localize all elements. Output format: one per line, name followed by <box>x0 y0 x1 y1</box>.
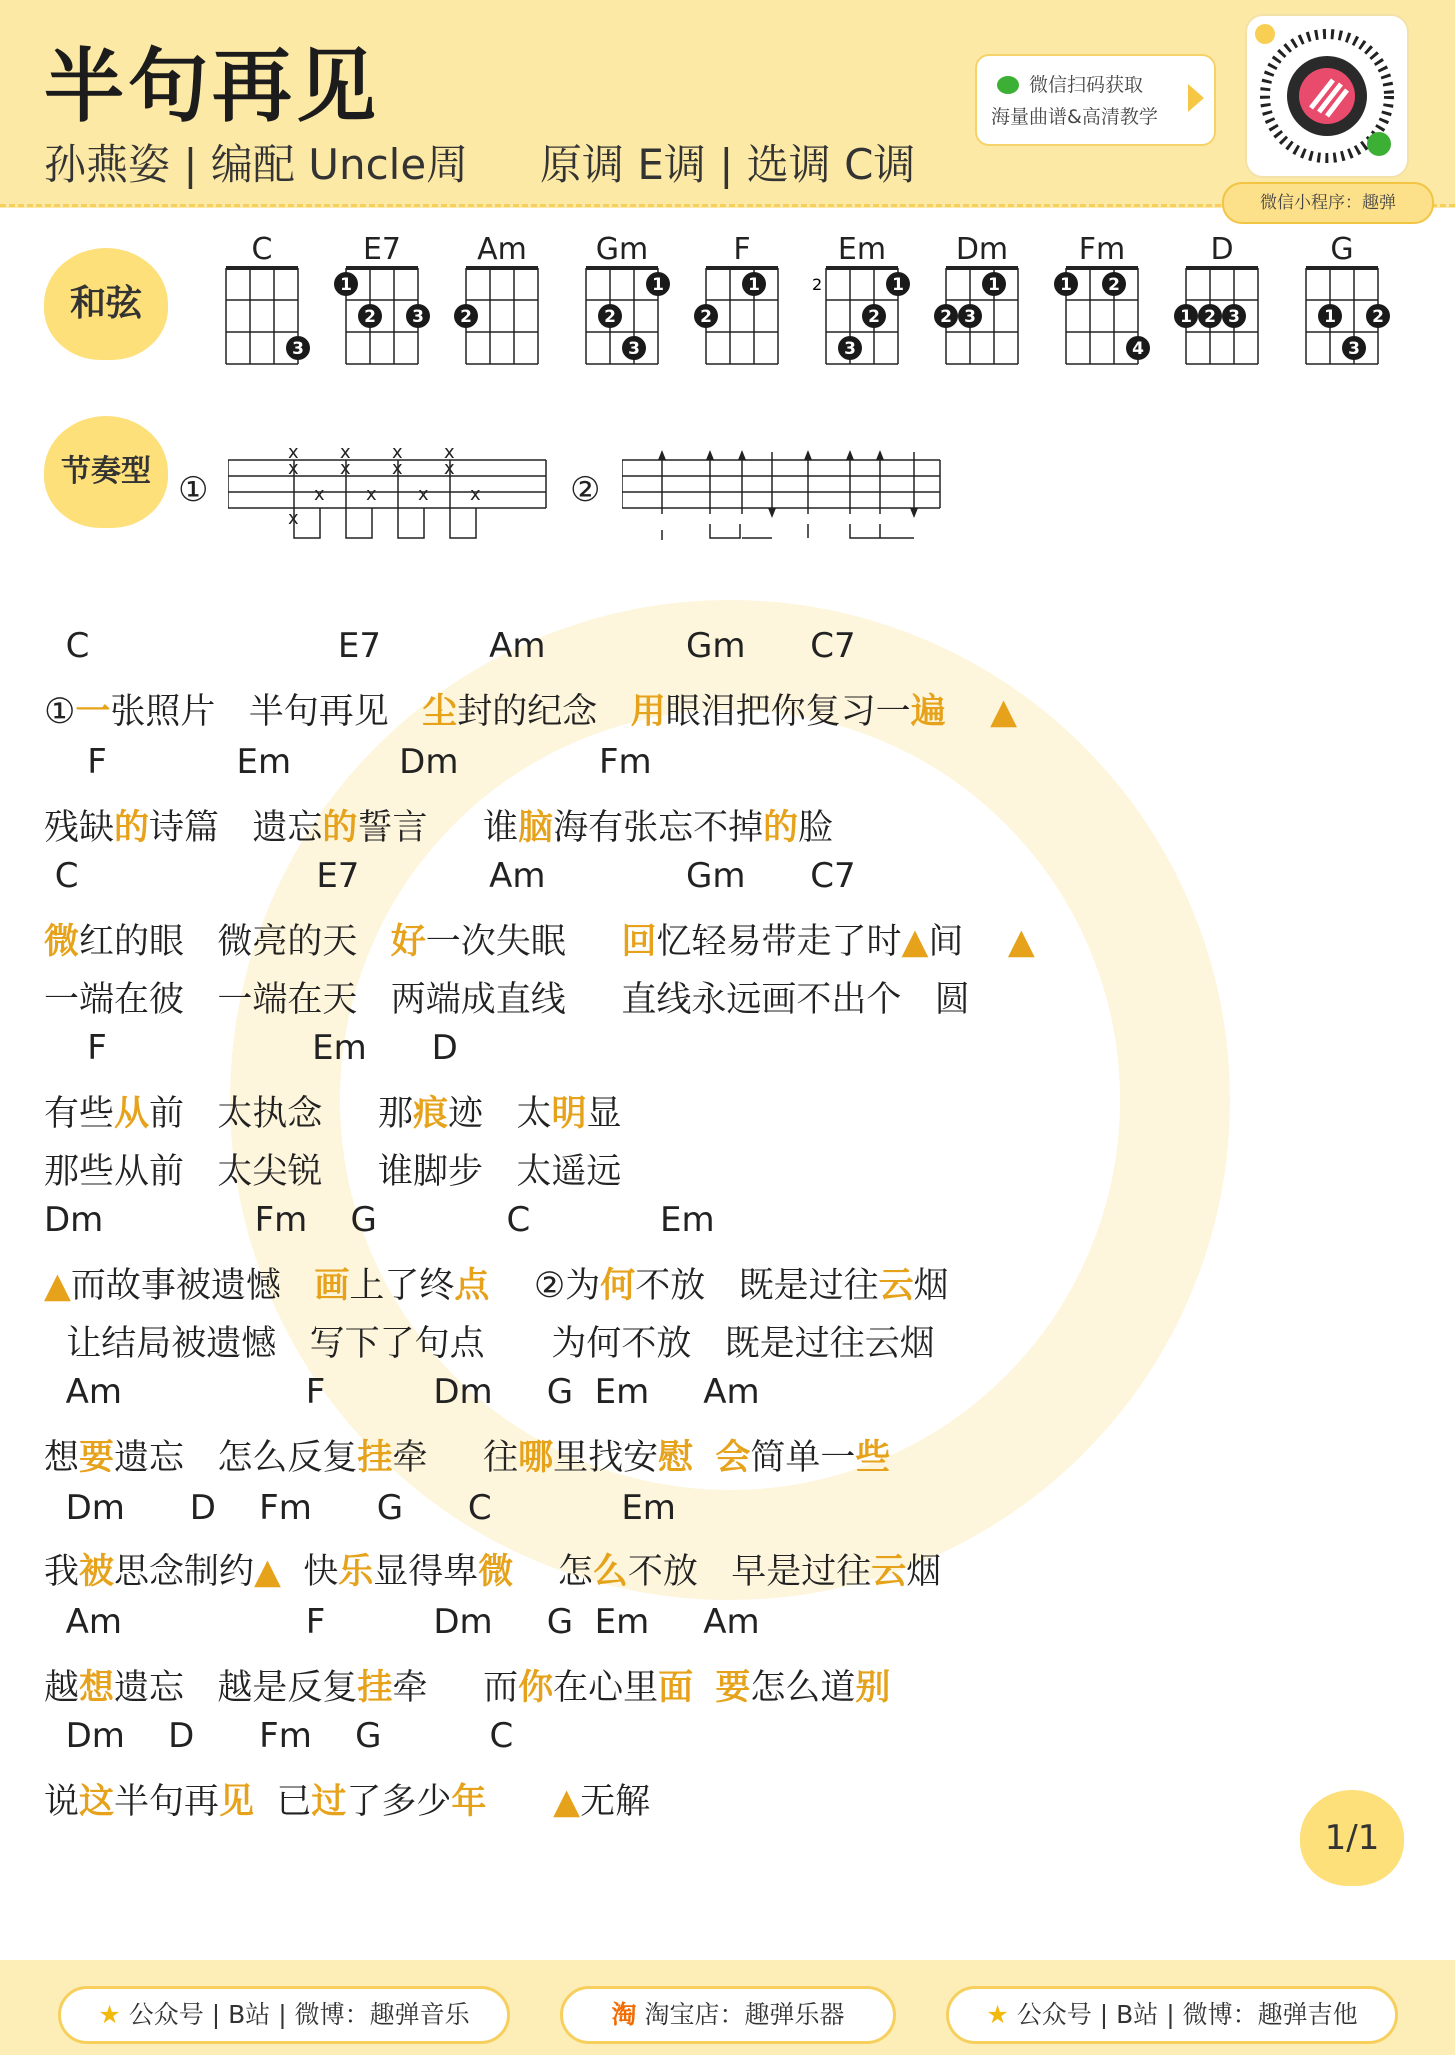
footer-middle-pill[interactable] <box>560 1986 896 2044</box>
finger-dot <box>622 336 646 360</box>
lyric-text: ① <box>44 692 76 732</box>
lyric-text: 脸 <box>798 808 834 848</box>
svg-text:3: 3 <box>628 339 640 359</box>
svg-text:1: 1 <box>1180 307 1192 327</box>
finger-dot <box>334 272 358 296</box>
stress-syllable: 乐 <box>338 1552 374 1592</box>
lyric-text: 上了终 <box>349 1266 455 1306</box>
stress-syllable: 过 <box>311 1782 347 1822</box>
chord-name-d: D <box>1210 232 1234 267</box>
triangle-marker-icon: ▲ <box>901 922 929 962</box>
lyric-text: 间 <box>928 922 1008 962</box>
finger-dot <box>838 336 862 360</box>
finger-dot <box>1054 272 1078 296</box>
chord-diagram-d <box>1166 264 1278 384</box>
stress-syllable: 回 <box>621 922 657 962</box>
lyric-text: 那些从前 太尖锐 谁脚步 太遥远 <box>44 1152 622 1192</box>
lyric-text: 显 <box>586 1094 622 1134</box>
promo-line2: 海量曲谱&高清教学 <box>991 106 1158 128</box>
rhythm-2-label: ② <box>570 470 601 510</box>
svg-text:2: 2 <box>364 307 376 327</box>
triangle-marker-icon: ▲ <box>254 1552 281 1592</box>
stress-syllable: 尘 <box>422 692 458 732</box>
stress-syllable: 的 <box>763 808 799 848</box>
triangle-marker-icon: ▲ <box>44 1266 71 1306</box>
chord-line: Dm D Fm G C Em <box>44 1488 676 1528</box>
stress-syllable: 别 <box>855 1668 891 1708</box>
lyric-text: 说 <box>44 1782 80 1822</box>
lyric-text: 残缺 <box>44 808 115 848</box>
lyric-text: 显得卑 <box>373 1552 479 1592</box>
stress-syllable: 点 <box>454 1266 490 1306</box>
lyric-line <box>44 972 970 1022</box>
footer-right-text: 公众号 | B站 | 微博：趣弹吉他 <box>1016 2000 1358 2029</box>
stress-syllable: 挂 <box>357 1668 393 1708</box>
svg-text:2: 2 <box>940 307 952 327</box>
svg-text:x: x <box>444 444 455 463</box>
svg-text:x: x <box>314 484 325 505</box>
lyric-text: ②为 <box>489 1266 601 1306</box>
chord-name-fm: Fm <box>1078 232 1126 267</box>
qr-code[interactable] <box>1245 14 1409 178</box>
svg-text:x: x <box>288 444 299 463</box>
finger-dot <box>1342 336 1366 360</box>
svg-text:3: 3 <box>412 307 424 327</box>
svg-text:x: x <box>288 508 299 529</box>
arrow-right-icon <box>1188 84 1204 112</box>
lyric-text: 誓言 谁 <box>357 808 519 848</box>
chord-name-c: C <box>251 232 273 267</box>
svg-text:x: x <box>366 484 377 505</box>
stress-syllable: 微 <box>44 922 80 962</box>
chord-line: Dm D Fm G C <box>44 1716 514 1756</box>
svg-text:x: x <box>392 458 403 479</box>
lyric-line <box>44 1774 650 1824</box>
lyric-text: 越 <box>44 1668 80 1708</box>
svg-text:1: 1 <box>988 275 1000 295</box>
lyric-text: 一端在彼 一端在天 两端成直线 直线永远画不出个 圆 <box>44 980 970 1020</box>
lyric-text: 思念制约 <box>114 1552 255 1592</box>
finger-dot <box>646 272 670 296</box>
lyric-text: 遗忘 越是反复 <box>114 1668 358 1708</box>
taobao-icon: 淘 <box>611 2000 637 2029</box>
chord-line: Am F Dm G Em Am <box>44 1602 760 1642</box>
chord-diagram-em <box>806 264 918 384</box>
finger-dot <box>286 336 310 360</box>
lyric-line <box>44 1316 935 1366</box>
stress-syllable: 么 <box>592 1552 628 1592</box>
artist-line: 孙燕姿 | 编配 Uncle周 <box>44 140 469 189</box>
lyric-text: 让结局被遗憾 写下了句点 为何不放 既是过往云烟 <box>44 1324 935 1364</box>
stress-syllable: 一 <box>75 692 111 732</box>
stress-syllable: 的 <box>114 808 150 848</box>
finger-dot <box>934 304 958 328</box>
svg-text:3: 3 <box>844 339 856 359</box>
lyric-text: 怎么道 <box>750 1668 856 1708</box>
chord-line: F Em Dm Fm <box>44 742 652 782</box>
stress-syllable: 会 <box>715 1438 751 1478</box>
lyric-line <box>44 1430 890 1480</box>
stress-syllable: 些 <box>855 1438 891 1478</box>
chord-diagram-dm <box>926 264 1038 384</box>
finger-dot <box>1102 272 1126 296</box>
lyric-line <box>44 1086 621 1136</box>
stress-syllable: 用 <box>630 692 666 732</box>
lyric-line <box>44 684 1017 734</box>
lyric-text: 遗忘 怎么反复 <box>114 1438 358 1478</box>
svg-text:1: 1 <box>1060 275 1072 295</box>
svg-text:x: x <box>418 484 429 505</box>
svg-text:x: x <box>392 444 403 463</box>
chord-diagram-c <box>206 264 318 384</box>
lyric-text: 烟 <box>913 1266 949 1306</box>
stress-syllable: 哪 <box>518 1438 554 1478</box>
lyric-line <box>44 1258 949 1308</box>
stress-syllable: 要 <box>715 1668 751 1708</box>
finger-dot <box>982 272 1006 296</box>
svg-text:3: 3 <box>964 307 976 327</box>
triangle-marker-icon: ▲ <box>1007 922 1035 962</box>
stress-syllable: 想 <box>79 1668 115 1708</box>
svg-text:2: 2 <box>1372 307 1384 327</box>
lyric-line <box>44 1144 621 1194</box>
chord-line: Am F Dm G Em Am <box>44 1372 760 1412</box>
finger-dot <box>1126 336 1150 360</box>
chord-name-dm: Dm <box>955 232 1009 267</box>
key-line: 原调 E调 | 选调 C调 <box>540 140 916 189</box>
finger-dot <box>958 304 982 328</box>
stress-syllable: 被 <box>79 1552 115 1592</box>
lyric-text: 而故事被遗憾 <box>70 1266 315 1306</box>
stress-syllable: 微 <box>478 1552 514 1592</box>
lyric-text: 有些 <box>44 1094 115 1134</box>
stress-syllable: 好 <box>390 922 426 962</box>
lyric-text: 里找安 <box>553 1438 659 1478</box>
lyric-text: 在心里 <box>553 1668 659 1708</box>
svg-text:x: x <box>470 484 481 505</box>
svg-text:1: 1 <box>892 275 904 295</box>
lyric-text <box>693 1438 715 1478</box>
rhythm-pattern-1 <box>228 444 548 554</box>
lyric-text: 迹 太 <box>448 1094 552 1134</box>
promo-line1: 微信扫码获取 <box>1029 74 1144 96</box>
chord-diagram-am <box>446 264 558 384</box>
chord-diagram-fm <box>1046 264 1158 384</box>
lyric-text <box>486 1782 553 1822</box>
stress-syllable: 画 <box>314 1266 350 1306</box>
rhythm-badge: 节奏型 <box>44 416 168 528</box>
chord-name-em: Em <box>837 232 887 267</box>
svg-text:2: 2 <box>700 307 712 327</box>
finger-dot <box>1222 304 1246 328</box>
stress-syllable: 云 <box>878 1266 914 1306</box>
finger-dot <box>1366 304 1390 328</box>
stress-syllable: 遍 <box>910 692 946 732</box>
lyric-text: 想 <box>44 1438 80 1478</box>
chord-line: C E7 Am Gm C7 <box>44 626 856 666</box>
finger-dot <box>1174 304 1198 328</box>
lyric-text: 怎 <box>513 1552 593 1592</box>
stress-syllable: 你 <box>518 1668 554 1708</box>
finger-dot <box>406 304 430 328</box>
svg-text:4: 4 <box>1132 339 1144 359</box>
stress-syllable: 挂 <box>357 1438 393 1478</box>
stress-syllable: 痕 <box>413 1094 449 1134</box>
wechat-icon <box>997 76 1019 94</box>
chord-name-g: G <box>1330 232 1354 267</box>
qr-caption: 微信小程序：趣弹 <box>1222 182 1434 224</box>
svg-text:3: 3 <box>1348 339 1360 359</box>
lyric-text <box>693 1668 715 1708</box>
finger-dot <box>358 304 382 328</box>
footer-left-pill[interactable] <box>58 1986 510 2044</box>
lyric-text: 无解 <box>580 1782 651 1822</box>
lyric-line <box>44 914 1035 964</box>
lyric-text: 忆轻易带走了时 <box>656 922 902 962</box>
lyric-text: 海有张忘不掉 <box>553 808 764 848</box>
lyric-text: 不放 早是过往 <box>627 1552 872 1592</box>
finger-dot <box>598 304 622 328</box>
lyric-text: 一次失眠 <box>425 922 622 962</box>
song-title: 半句再见 <box>44 40 380 133</box>
finger-dot <box>1198 304 1222 328</box>
finger-dot <box>886 272 910 296</box>
lyric-text: 已 <box>254 1782 312 1822</box>
lyric-text: 封的纪念 <box>457 692 631 732</box>
lyric-text: 烟 <box>906 1552 942 1592</box>
chord-name-am: Am <box>477 232 527 267</box>
lyric-text: 红的眼 微亮的天 <box>79 922 391 962</box>
finger-dot <box>862 304 886 328</box>
finger-dot <box>454 304 478 328</box>
svg-text:3: 3 <box>1228 307 1240 327</box>
svg-text:1: 1 <box>652 275 664 295</box>
rhythm-1-label: ① <box>178 470 209 510</box>
chord-line: C E7 Am Gm C7 <box>44 856 856 896</box>
page-indicator: 1/1 <box>1300 1790 1404 1886</box>
footer-left-text: 公众号 | B站 | 微博：趣弹音乐 <box>128 2000 470 2029</box>
promo-box[interactable] <box>975 54 1216 146</box>
svg-text:1: 1 <box>748 275 760 295</box>
footer-right-pill[interactable] <box>946 1986 1398 2044</box>
svg-text:2: 2 <box>460 307 472 327</box>
lyric-text: 眼泪把你复习一 <box>665 692 911 732</box>
stress-syllable: 要 <box>79 1438 115 1478</box>
lyric-line <box>44 800 833 850</box>
lyric-text: 牵 往 <box>392 1438 519 1478</box>
stress-syllable: 慰 <box>658 1438 694 1478</box>
svg-text:2: 2 <box>868 307 880 327</box>
lyric-text: 了多少 <box>346 1782 452 1822</box>
svg-text:1: 1 <box>340 275 352 295</box>
svg-text:2: 2 <box>1204 307 1216 327</box>
star-icon: ★ <box>986 2000 1009 2029</box>
chord-line: F Em D <box>44 1028 458 1068</box>
qr-code-icon <box>1247 16 1407 176</box>
chord-diagram-g <box>1286 264 1398 384</box>
lyric-text: 半句再 <box>114 1782 220 1822</box>
svg-text:x: x <box>340 458 351 479</box>
svg-text:2: 2 <box>1108 275 1120 295</box>
lyric-text: 牵 而 <box>392 1668 519 1708</box>
stress-syllable: 的 <box>322 808 358 848</box>
stress-syllable: 何 <box>600 1266 636 1306</box>
stress-syllable: 明 <box>551 1094 587 1134</box>
stress-syllable: 脑 <box>518 808 554 848</box>
finger-dot <box>1318 304 1342 328</box>
chord-line: Dm Fm G C Em <box>44 1200 715 1240</box>
rhythm-pattern-2 <box>622 444 942 554</box>
lyric-text: 诗篇 遗忘 <box>149 808 323 848</box>
lyric-text: 不放 既是过往 <box>635 1266 879 1306</box>
chord-diagram-gm <box>566 264 678 384</box>
stress-syllable: 面 <box>658 1668 694 1708</box>
chord-diagram-f <box>686 264 798 384</box>
chord-name-e7: E7 <box>362 232 402 267</box>
svg-text:1: 1 <box>1324 307 1336 327</box>
lyric-text <box>946 692 991 732</box>
stress-syllable: 年 <box>451 1782 487 1822</box>
chords-badge: 和弦 <box>44 248 168 360</box>
lyric-text: 前 太执念 那 <box>149 1094 414 1134</box>
chord-diagram-e7 <box>326 264 438 384</box>
stress-syllable: 见 <box>219 1782 255 1822</box>
chord-name-f: F <box>733 232 751 267</box>
lyric-text: 简单一 <box>750 1438 856 1478</box>
stress-syllable: 这 <box>79 1782 115 1822</box>
svg-text:x: x <box>444 458 455 479</box>
stress-syllable: 从 <box>114 1094 150 1134</box>
fret-label: 2 <box>812 275 823 294</box>
strum-x-marks <box>288 444 481 529</box>
star-icon: ★ <box>98 2000 121 2029</box>
lyric-text: 张照片 半句再见 <box>110 692 423 732</box>
lyric-line <box>44 1660 890 1710</box>
svg-text:x: x <box>288 458 299 479</box>
lyric-text: 快 <box>280 1552 339 1592</box>
svg-text:x: x <box>340 444 351 463</box>
chord-name-gm: Gm <box>595 232 649 267</box>
lyric-text: 我 <box>44 1552 80 1592</box>
lyric-line <box>44 1544 941 1594</box>
triangle-marker-icon: ▲ <box>990 692 1018 732</box>
footer-middle-text: 淘宝店：趣弹乐器 <box>644 2000 845 2029</box>
svg-text:2: 2 <box>604 307 616 327</box>
finger-dot <box>742 272 766 296</box>
stress-syllable: 云 <box>871 1552 907 1592</box>
svg-text:3: 3 <box>292 339 304 359</box>
triangle-marker-icon: ▲ <box>553 1782 581 1822</box>
finger-dot <box>694 304 718 328</box>
